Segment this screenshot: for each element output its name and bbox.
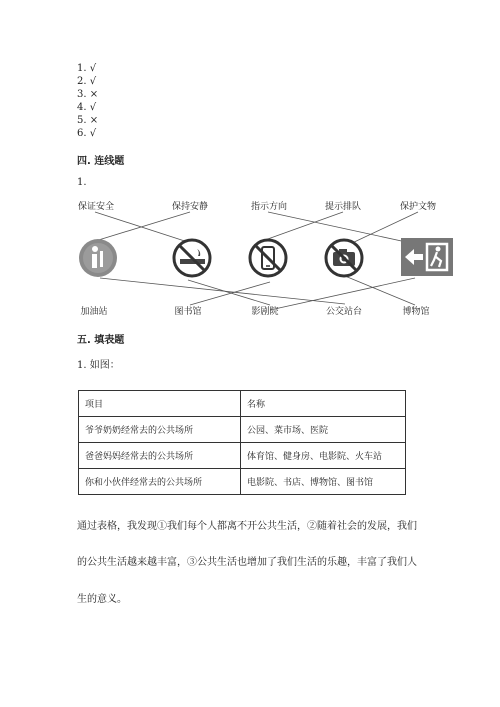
- conclusion-line-2: 的公共生活越来越丰富，③公共生活也增加了我们生活的乐趣，丰富了我们人: [77, 557, 417, 568]
- question-number: 1.: [77, 177, 87, 188]
- section-4-heading: 四. 连线题: [77, 156, 125, 167]
- bottom-label-1: 加油站: [80, 307, 108, 317]
- no-smoking-icon: [172, 238, 212, 278]
- table-header-cell: 名称: [241, 391, 406, 417]
- answer-5: 5. ×: [77, 115, 99, 126]
- no-camera-icon: [324, 238, 364, 278]
- table-cell: 爸爸妈妈经常去的公共场所: [79, 443, 241, 469]
- section-5-heading: 五. 填表题: [77, 335, 125, 346]
- public-places-table: [78, 390, 406, 495]
- info-icon: [78, 238, 118, 278]
- answer-1: 1. √: [77, 63, 97, 74]
- top-label-2: 保持安静: [171, 202, 209, 212]
- conclusion-line-3: 生的意义。: [77, 594, 127, 605]
- table-cell: 爷爷奶奶经常去的公共场所: [79, 417, 241, 443]
- table-cell: 你和小伙伴经常去的公共场所: [79, 469, 241, 495]
- conclusion-line-1: 通过表格，我发现①我们每个人都离不开公共生活，②随着社会的发展，我们: [77, 521, 417, 532]
- answer-4: 4. √: [77, 102, 97, 113]
- top-label-1: 保证安全: [77, 202, 115, 212]
- bottom-label-2: 图书馆: [174, 307, 202, 317]
- table-header-row: [79, 391, 406, 417]
- table-row: [79, 469, 406, 495]
- table-row: [79, 443, 406, 469]
- table-cell: 体育馆、健身房、电影院、火车站: [241, 443, 406, 469]
- answer-6: 6. √: [77, 128, 97, 139]
- top-label-5: 保护文物: [399, 202, 437, 212]
- bottom-label-3: 影剧院: [251, 307, 279, 317]
- exit-sign-icon: [401, 238, 453, 276]
- table-header-cell: 项目: [79, 391, 241, 417]
- no-phone-icon: [248, 238, 288, 278]
- table-cell: 公园、菜市场、医院: [241, 417, 406, 443]
- bottom-label-5: 博物馆: [402, 307, 430, 317]
- answer-2: 2. √: [77, 76, 97, 87]
- match-line: [100, 278, 345, 304]
- top-label-3: 指示方向: [250, 202, 288, 212]
- question-prompt: 1. 如图：: [77, 360, 120, 371]
- answer-3: 3. ×: [77, 89, 99, 100]
- table-cell: 电影院、书店、博物馆、图书馆: [241, 469, 406, 495]
- match-line: [188, 280, 270, 305]
- table-row: [79, 417, 406, 443]
- top-label-4: 提示排队: [324, 202, 362, 212]
- bottom-label-4: 公交站台: [325, 307, 363, 317]
